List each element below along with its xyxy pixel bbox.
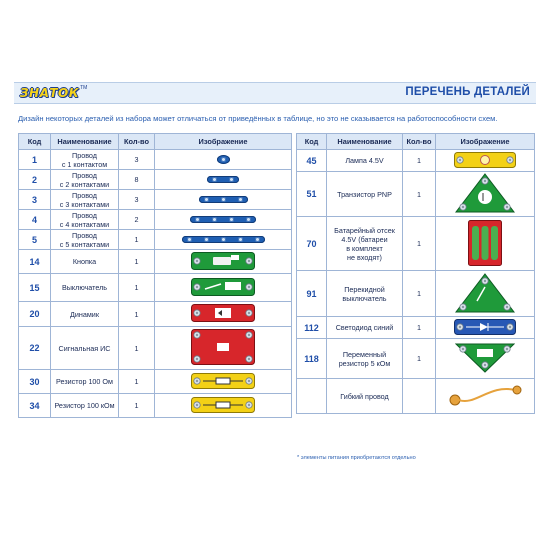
table-row (297, 317, 535, 339)
part-name: Перекидной выключатель (327, 271, 403, 317)
changeover-switch-board-icon (455, 306, 515, 315)
part-image-cell (155, 370, 292, 394)
part-code: 70 (297, 217, 327, 271)
part-image-cell (436, 172, 535, 217)
part-code: 51 (297, 172, 327, 217)
part-image-cell (436, 339, 535, 379)
part-name: Провод с 2 контактами (51, 170, 119, 190)
part-code: 2 (19, 170, 51, 190)
col-header-image: Изображение (155, 134, 292, 150)
resistor-board-icon (191, 406, 255, 415)
col-header-name: Наименование (51, 134, 119, 150)
part-quantity: 1 (403, 339, 436, 379)
table-row (297, 217, 535, 271)
part-code: 91 (297, 271, 327, 317)
part-name: Сигнальная ИС (51, 327, 119, 370)
battery-holder-icon (468, 259, 502, 268)
part-name: Резистор 100 кОм (51, 394, 119, 418)
col-header-image: Изображение (436, 134, 535, 150)
part-name: Транзистор PNP (327, 172, 403, 217)
part-image-cell (436, 150, 535, 172)
part-name: Выключатель (51, 274, 119, 302)
footnote: * элементы питания приобретаются отдельно (297, 455, 416, 461)
table-row (19, 190, 292, 210)
part-name: Динамик (51, 302, 119, 327)
part-image-cell (155, 150, 292, 170)
part-code: 3 (19, 190, 51, 210)
part-code: 30 (19, 370, 51, 394)
part-image-cell (436, 271, 535, 317)
table-row (19, 230, 292, 250)
part-image-cell (155, 170, 292, 190)
part-image-cell (155, 302, 292, 327)
signal-ic-board-icon (191, 358, 255, 367)
part-code: 4 (19, 210, 51, 230)
part-name: Провод с 5 контактами (51, 230, 119, 250)
part-quantity: 1 (403, 150, 436, 172)
table-row (297, 339, 535, 379)
part-code: 118 (297, 339, 327, 379)
col-header-qty: Кол-во (403, 134, 436, 150)
table-row (19, 370, 292, 394)
table-header-row (19, 134, 292, 150)
part-quantity: 1 (403, 317, 436, 339)
table-row (19, 250, 292, 274)
part-image-cell (155, 327, 292, 370)
wire-3-icon (199, 196, 248, 203)
part-name: Лампа 4.5V (327, 150, 403, 172)
part-image-cell (155, 274, 292, 302)
part-quantity: 1 (119, 370, 155, 394)
table-row (19, 150, 292, 170)
speaker-board-icon (191, 315, 255, 324)
flexible-wire-icon (445, 401, 525, 410)
design-disclaimer: Дизайн некоторых деталей из набора может отличаться от приведённых в таблице, но это не сказывается на работоспособности схем. (18, 114, 498, 123)
table-row (19, 302, 292, 327)
part-quantity: 2 (119, 210, 155, 230)
part-name: Резистор 100 Ом (51, 370, 119, 394)
part-name: Светодиод синий (327, 317, 403, 339)
potentiometer-board-icon (455, 366, 515, 375)
part-quantity: 1 (403, 172, 436, 217)
table-row (297, 271, 535, 317)
znatok-logo (20, 85, 87, 101)
part-code: 34 (19, 394, 51, 418)
part-quantity: 1 (119, 302, 155, 327)
switch-board-icon (191, 289, 255, 298)
button-board-icon (191, 263, 255, 272)
part-quantity: 1 (119, 327, 155, 370)
wire-5-icon (182, 236, 265, 243)
table-row (19, 274, 292, 302)
part-image-cell (436, 217, 535, 271)
table-row (297, 150, 535, 172)
part-code (297, 379, 327, 414)
part-quantity: 1 (403, 217, 436, 271)
part-quantity: 1 (119, 250, 155, 274)
wire-1-icon (217, 155, 230, 164)
part-code: 22 (19, 327, 51, 370)
part-name: Провод с 3 контактами (51, 190, 119, 210)
col-header-code: Код (297, 134, 327, 150)
part-code: 1 (19, 150, 51, 170)
part-name: Провод с 4 контактами (51, 210, 119, 230)
transistor-board-icon (455, 206, 515, 215)
part-code: 14 (19, 250, 51, 274)
col-header-qty: Кол-во (119, 134, 155, 150)
part-image-cell (155, 394, 292, 418)
blue-led-board-icon (454, 328, 516, 337)
part-code: 20 (19, 302, 51, 327)
part-quantity: 1 (403, 271, 436, 317)
part-quantity: 1 (119, 394, 155, 418)
page-title: ПЕРЕЧЕНЬ ДЕТАЛЕЙ (405, 86, 530, 98)
resistor-board-icon (191, 382, 255, 391)
wire-4-icon (190, 216, 256, 223)
part-image-cell (155, 230, 292, 250)
header-band (14, 82, 536, 104)
part-code: 5 (19, 230, 51, 250)
logo-text: ЗНАТОК (20, 86, 80, 100)
part-image-cell (436, 379, 535, 414)
table-header-row (297, 134, 535, 150)
part-image-cell (155, 210, 292, 230)
part-code: 15 (19, 274, 51, 302)
part-name: Провод с 1 контактом (51, 150, 119, 170)
part-code: 45 (297, 150, 327, 172)
parts-table-left (18, 133, 292, 418)
part-quantity: 8 (119, 170, 155, 190)
part-code: 112 (297, 317, 327, 339)
lamp-board-icon (454, 161, 516, 170)
part-name: Кнопка (51, 250, 119, 274)
part-name: Батарейный отсек 4.5V (батареи в комплект не входят) (327, 217, 403, 271)
table-row (19, 170, 292, 190)
wire-2-icon (207, 176, 239, 183)
parts-table-right (296, 133, 535, 414)
part-quantity: 1 (119, 274, 155, 302)
table-row (297, 172, 535, 217)
table-row (297, 379, 535, 414)
part-image-cell (155, 250, 292, 274)
part-image-cell (155, 190, 292, 210)
part-image-cell (436, 317, 535, 339)
part-quantity: 1 (119, 230, 155, 250)
table-row (19, 327, 292, 370)
part-quantity (403, 379, 436, 414)
col-header-name: Наименование (327, 134, 403, 150)
part-quantity: 3 (119, 190, 155, 210)
part-name: Гибкий провод (327, 379, 403, 414)
part-quantity: 3 (119, 150, 155, 170)
part-name: Переменный резистор 5 кОм (327, 339, 403, 379)
col-header-code: Код (19, 134, 51, 150)
table-row (19, 210, 292, 230)
logo-trademark: TM (80, 85, 88, 91)
table-row (19, 394, 292, 418)
